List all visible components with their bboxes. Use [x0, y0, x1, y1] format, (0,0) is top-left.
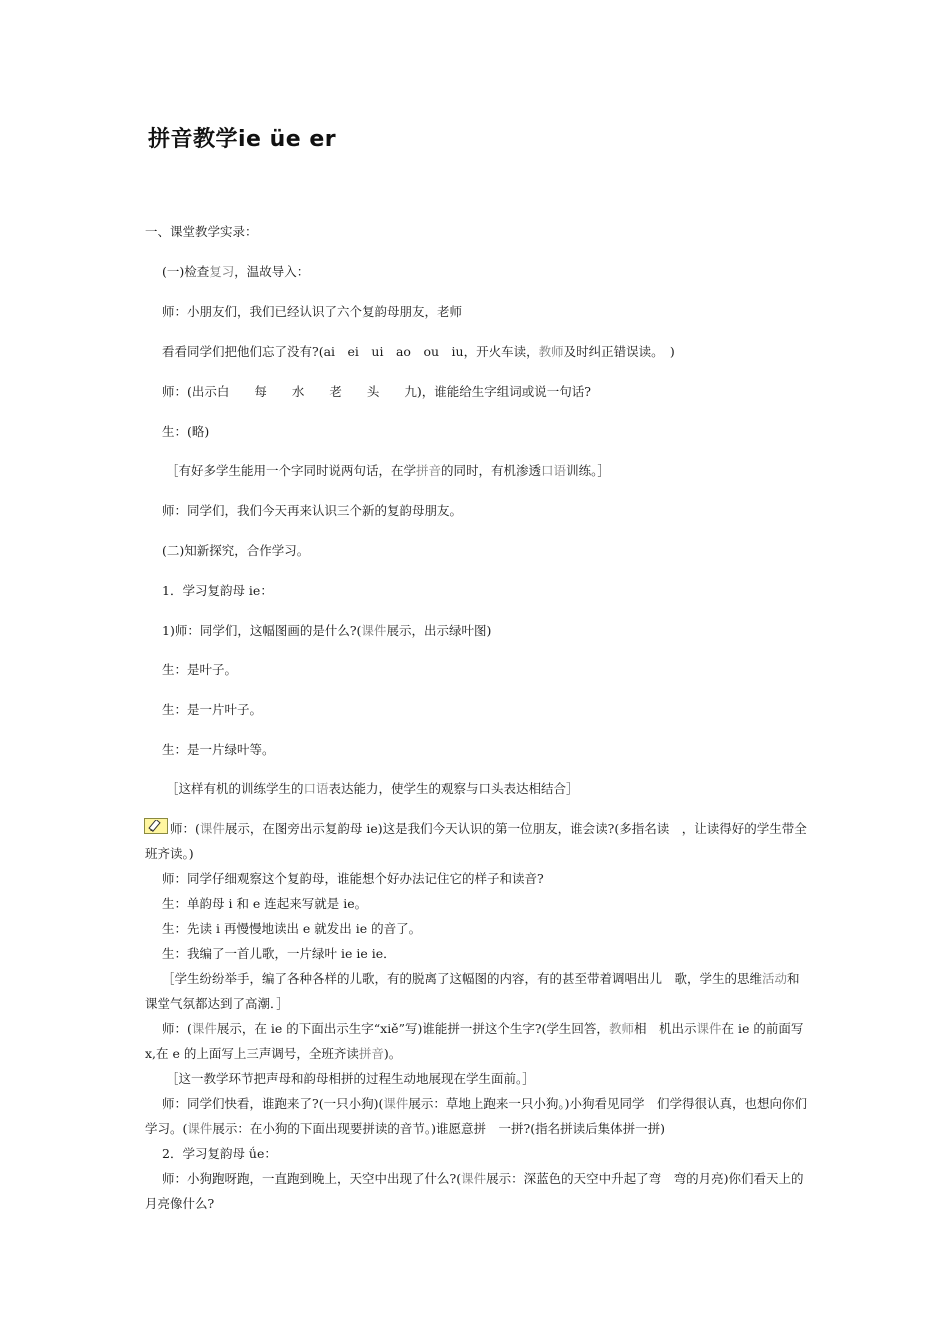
link-teacher[interactable]: 教师 — [608, 1021, 634, 1036]
link-courseware[interactable]: 课件 — [696, 1021, 722, 1036]
link-pinyin[interactable]: 拼音 — [416, 463, 442, 478]
paragraph: 师：同学仔细观察这个复韵母，谁能想个好办法记住它的样子和读音? — [162, 871, 544, 886]
section-heading: 一、课堂教学实录： — [145, 224, 258, 239]
link-pinyin[interactable]: 拼音 — [358, 1046, 384, 1061]
text-line: 1．学习复韵母 ie： — [162, 583, 273, 598]
text-line: 生：(略) — [162, 424, 210, 439]
paragraph: 生：先读 i 再慢慢地读出 e 就发出 ie 的音了。 — [162, 921, 422, 936]
paragraph: 生：单韵母 i 和 e 连起来写就是 ie。 — [162, 896, 368, 911]
link-courseware[interactable]: 课件 — [361, 623, 387, 638]
text-line: (一)检查复习，温故导入： — [162, 264, 310, 279]
paragraph: 2．学习复韵母 ǘe： — [162, 1146, 277, 1161]
paragraph: 师：(课件展示，在 ie 的下面出示生字“xiě”写)谁能拼一拼这个生字?(学生回答，教师相 机出示课件在 ie 的前面写 x,在 e 的上面写上三声调号，全班齐读拼音)。 — [145, 1021, 804, 1061]
link-courseware[interactable]: 课件 — [191, 1021, 217, 1036]
text-line: ［这样有机的训练学生的口语表达能力，使学生的观察与口头表达相结合］ — [166, 781, 579, 796]
text-line: 生：是一片叶子。 — [162, 702, 263, 717]
link-courseware[interactable]: 课件 — [187, 1121, 213, 1136]
text-line: 师：(出示白 每 水 老 头 九)，谁能给生字组词或说一句话? — [162, 384, 591, 399]
link-courseware[interactable]: 课件 — [461, 1171, 487, 1186]
text-line: 师：同学们，我们今天再来认识三个新的复韵母朋友。 — [162, 503, 463, 518]
text-line: ［有好多学生能用一个字同时说两句话，在学拼音的同时，有机渗透口语训练。］ — [166, 463, 610, 478]
paragraph: 师：小狗跑呀跑，一直跑到晚上，天空中出现了什么?(课件展示：深蓝色的天空中升起了弯 弯的月亮)你们看天上的月亮像什么? — [145, 1171, 804, 1211]
paragraph: ［学生纷纷举手，编了各种各样的儿歌，有的脱离了这幅图的内容，有的甚至带着调唱出儿 歌，学生的思维活动和课堂气氛都达到了高潮．］ — [145, 971, 800, 1011]
text-line: 生：是叶子。 — [162, 662, 238, 677]
paragraph: 生：我编了一首儿歌，一片绿叶 ie ie ie． — [162, 946, 396, 961]
text-line: 师：小朋友们，我们已经认识了六个复韵母朋友，老师 — [162, 304, 463, 319]
link-review[interactable]: 复习 — [209, 264, 235, 279]
text-line: (二)知新探究，合作学习。 — [162, 543, 310, 558]
text-line: 生：是一片绿叶等。 — [162, 742, 275, 757]
text-line: 看看同学们把他们忘了没有?(ai ei ui ao ou iu，开火车读，教师及时纠正错误读。 ) — [162, 344, 675, 359]
link-oral[interactable]: 口语 — [303, 781, 329, 796]
link-courseware[interactable]: 课件 — [383, 1096, 409, 1111]
paragraph: ［这一教学环节把声母和韵母相拼的过程生动地展现在学生面前。］ — [166, 1071, 535, 1086]
link-courseware[interactable]: 课件 — [199, 821, 225, 836]
link-teacher[interactable]: 教师 — [538, 344, 564, 359]
paragraph: 师：(课件展示，在图旁出示复韵母 ie)这是我们今天认识的第一位朋友，谁会读?(多指名读 ，让读得好的学生带全班齐读。) — [145, 821, 807, 861]
link-oral[interactable]: 口语 — [541, 463, 567, 478]
paragraph: 师：同学们快看，谁跑来了?(一只小狗)(课件展示：草地上跑来一只小狗。)小狗看见同学 们学得很认真，也想向你们学习。(课件展示：在小狗的下面出现要拼读的音节。)谁愿意拼 一拼?(指名拼读后集体拼一拼) — [145, 1096, 807, 1136]
link-activity[interactable]: 活动 — [762, 971, 788, 986]
page-title: 拼音教学ie üe er — [148, 127, 337, 152]
text-line: 1)师：同学们，这幅图画的是什么?(课件展示，出示绿叶图) — [162, 623, 492, 638]
